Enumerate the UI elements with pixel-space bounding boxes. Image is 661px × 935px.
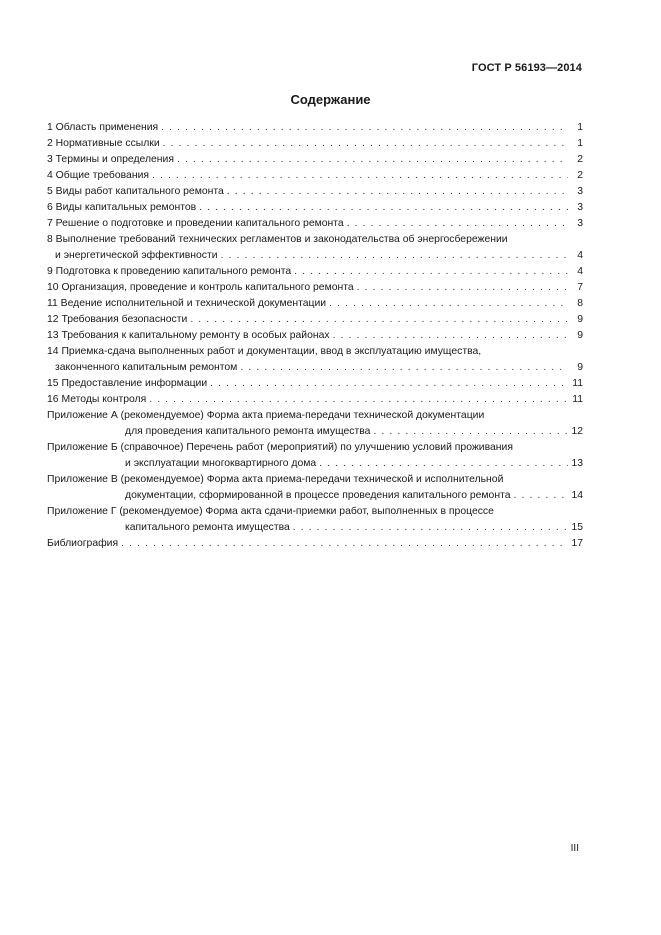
toc-entry[interactable] bbox=[47, 392, 583, 408]
toc-entry[interactable] bbox=[47, 200, 583, 216]
toc-entry[interactable] bbox=[47, 296, 583, 312]
toc-entry[interactable] bbox=[47, 152, 583, 168]
toc-entry[interactable] bbox=[47, 408, 583, 440]
toc-entry-text: 15 Предоставление информации bbox=[47, 378, 208, 389]
toc-leader-dots bbox=[333, 328, 568, 344]
toc-entry[interactable] bbox=[47, 344, 583, 376]
toc-entry[interactable] bbox=[47, 264, 583, 280]
toc-entry-text: 8 Выполнение требований технических регламентов и законодательства об энергосбережении bbox=[47, 234, 508, 245]
toc-page-number: 4 bbox=[577, 250, 583, 261]
toc-entry-text: Приложение А (рекомендуемое) Форма акта приема-передачи технической документации bbox=[47, 410, 485, 421]
toc-page-number: 9 bbox=[577, 362, 583, 373]
toc-title: Содержание bbox=[290, 92, 371, 107]
toc-entry-continuation: и эксплуатации многоквартирного дома bbox=[125, 458, 317, 469]
toc-page-number: 11 bbox=[572, 394, 583, 405]
toc-leader-dots bbox=[240, 360, 568, 376]
toc-leader-dots bbox=[152, 168, 568, 184]
toc-leader-dots bbox=[177, 152, 568, 168]
toc-leader-dots bbox=[293, 520, 568, 536]
toc-page-number: 12 bbox=[571, 426, 583, 437]
toc-entry[interactable] bbox=[47, 136, 583, 152]
toc-leader-dots bbox=[221, 248, 568, 264]
toc-entry[interactable] bbox=[47, 328, 583, 344]
toc-entry-text: 14 Приемка-сдача выполненных работ и документации, ввод в эксплуатацию имущества, bbox=[47, 346, 482, 357]
toc-entry-text: 12 Требования безопасности bbox=[47, 314, 188, 325]
toc-entry[interactable] bbox=[47, 168, 583, 184]
toc-page-number: 13 bbox=[571, 458, 583, 469]
toc-page-number: 2 bbox=[577, 154, 583, 165]
toc-page-number: 17 bbox=[571, 538, 583, 549]
toc-entry-text: 10 Организация, проведение и контроль капитального ремонта bbox=[47, 282, 354, 293]
toc-entry-text: 13 Требования к капитальному ремонту в особых районах bbox=[47, 330, 330, 341]
toc-entry-continuation: законченного капитальным ремонтом bbox=[55, 362, 238, 373]
toc-leader-dots bbox=[357, 280, 568, 296]
toc-entry-text: 11 Ведение исполнительной и технической документации bbox=[47, 298, 327, 309]
toc-entry-text: 16 Методы контроля bbox=[47, 394, 147, 405]
toc-entry[interactable] bbox=[47, 472, 583, 504]
toc-leader-dots bbox=[149, 392, 568, 408]
toc-page-number: 15 bbox=[571, 522, 583, 533]
toc-page-number: 4 bbox=[577, 266, 583, 277]
toc-entry-continuation: капитального ремонта имущества bbox=[125, 522, 290, 533]
toc-entry-text: Приложение Г (рекомендуемое) Форма акта сдачи-приемки работ, выполненных в процессе bbox=[47, 506, 494, 517]
toc-entry-text: 9 Подготовка к проведению капитального ремонта bbox=[47, 266, 292, 277]
toc-leader-dots bbox=[190, 312, 568, 328]
toc-entry-text: 4 Общие требования bbox=[47, 170, 149, 181]
toc-entry-text: 5 Виды работ капитального ремонта bbox=[47, 186, 224, 197]
toc-page-number: 14 bbox=[571, 490, 583, 501]
toc-leader-dots bbox=[121, 536, 568, 552]
toc-entry[interactable] bbox=[47, 184, 583, 200]
toc-leader-dots bbox=[161, 120, 568, 136]
toc-page-number: 3 bbox=[577, 186, 583, 197]
toc-entry[interactable] bbox=[47, 120, 583, 136]
toc-entry-text: Приложение В (рекомендуемое) Форма акта приема-передачи технической и исполнительной bbox=[47, 474, 504, 485]
toc-leader-dots bbox=[294, 264, 568, 280]
toc-page-number: 11 bbox=[572, 378, 583, 389]
toc-entry-text: 6 Виды капитальных ремонтов bbox=[47, 202, 197, 213]
toc-entry-text: Приложение Б (справочное) Перечень работ (мероприятий) по улучшению условий проживания bbox=[47, 442, 513, 453]
toc-leader-dots bbox=[329, 296, 568, 312]
toc-page-number: 1 bbox=[577, 138, 583, 149]
toc-leader-dots bbox=[163, 136, 568, 152]
toc-leader-dots bbox=[373, 424, 568, 440]
toc-entry[interactable] bbox=[47, 376, 583, 392]
table-of-contents bbox=[47, 120, 583, 552]
toc-page-number: 9 bbox=[577, 314, 583, 325]
toc-entry-continuation: для проведения капитального ремонта имущества bbox=[125, 426, 371, 437]
toc-entry[interactable] bbox=[47, 232, 583, 264]
toc-entry-text: 1 Область применения bbox=[47, 122, 159, 133]
toc-entry[interactable] bbox=[47, 536, 583, 552]
toc-page-number: 7 bbox=[577, 282, 583, 293]
toc-page-number: 9 bbox=[577, 330, 583, 341]
toc-entry-text: 2 Нормативные ссылки bbox=[47, 138, 160, 149]
toc-entry-text: 7 Решение о подготовке и проведении капитального ремонта bbox=[47, 218, 344, 229]
toc-leader-dots bbox=[210, 376, 568, 392]
toc-page-number: 3 bbox=[577, 202, 583, 213]
toc-entry[interactable] bbox=[47, 280, 583, 296]
toc-leader-dots bbox=[199, 200, 568, 216]
toc-entry-text: 3 Термины и определения bbox=[47, 154, 174, 165]
toc-entry-text: Библиография bbox=[47, 538, 119, 549]
toc-leader-dots bbox=[227, 184, 568, 200]
toc-page-number: 1 bbox=[577, 122, 583, 133]
toc-entry[interactable] bbox=[47, 312, 583, 328]
toc-entry[interactable] bbox=[47, 440, 583, 472]
toc-page-number: 2 bbox=[577, 170, 583, 181]
toc-entry-continuation: документации, сформированной в процессе проведения капитального ремонта bbox=[125, 490, 511, 501]
toc-entry-continuation: и энергетической эффективности bbox=[55, 250, 218, 261]
toc-page-number: 3 bbox=[577, 218, 583, 229]
toc-leader-dots bbox=[347, 216, 568, 232]
toc-entry[interactable] bbox=[47, 216, 583, 232]
page-number: III bbox=[570, 843, 579, 854]
toc-entry[interactable] bbox=[47, 504, 583, 536]
toc-leader-dots bbox=[319, 456, 568, 472]
toc-page-number: 8 bbox=[577, 298, 583, 309]
document-code: ГОСТ Р 56193—2014 bbox=[471, 62, 582, 74]
toc-leader-dots bbox=[514, 488, 569, 504]
